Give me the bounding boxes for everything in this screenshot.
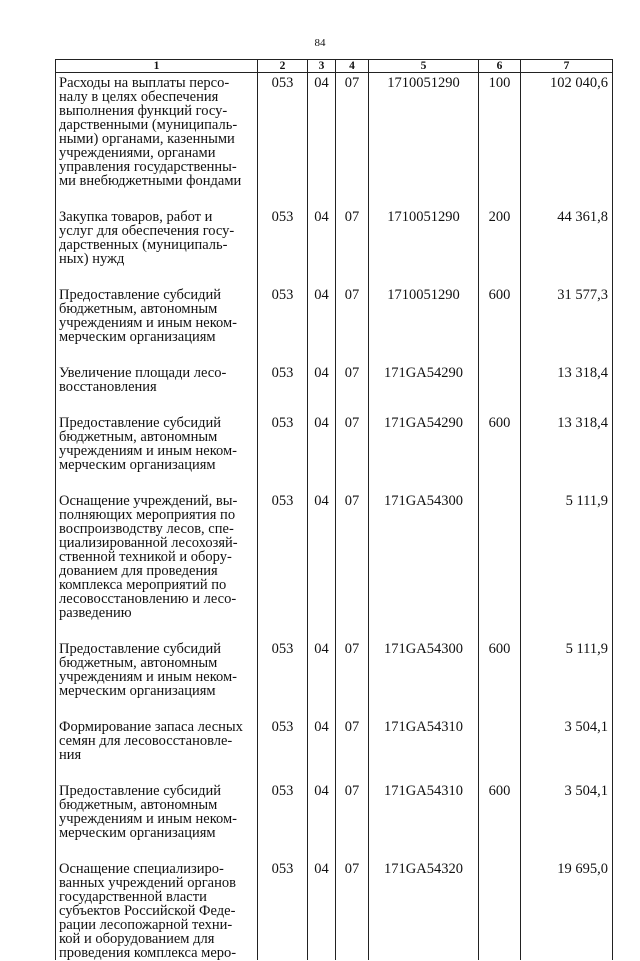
row-target-article-code: 1710051290 — [387, 287, 460, 303]
row-expense-type-code: 600 — [488, 287, 511, 303]
row-expense-type-code: 600 — [488, 641, 511, 657]
row-subsection-code: 07 — [344, 415, 360, 431]
table-row — [56, 840, 613, 960]
row-expense-type-code: 600 — [488, 415, 511, 431]
row-section-code: 04 — [314, 783, 329, 799]
column-header-7: 7 — [521, 60, 613, 73]
row-ministry-code: 053 — [271, 287, 294, 303]
row-ministry-code: 053 — [271, 641, 294, 657]
row-description: Формирование запаса лесных семян для лесовосстановле- ния — [59, 719, 243, 763]
row-description: Закупка товаров, работ и услуг для обеспечения госу- дарственных (муниципаль- ных) нужд — [59, 209, 235, 267]
row-target-article-code: 171GA54300 — [384, 493, 463, 509]
table-row — [56, 698, 613, 762]
row-section-code: 04 — [314, 861, 329, 877]
table-row — [56, 394, 613, 472]
row-ministry-code: 053 — [271, 719, 294, 735]
row-description: Предоставление субсидий бюджетным, автономным учреждениям и иным неком- мерческим организациям — [59, 641, 237, 699]
table-row — [56, 762, 613, 840]
row-ministry-code: 053 — [271, 209, 294, 225]
row-amount: 5 111,9 — [565, 641, 608, 657]
row-subsection-code: 07 — [344, 641, 360, 657]
table-row — [56, 472, 613, 620]
row-subsection-code: 07 — [344, 287, 360, 303]
row-target-article-code: 1710051290 — [387, 75, 460, 91]
row-ministry-code: 053 — [271, 493, 294, 509]
column-header-2: 2 — [258, 60, 308, 73]
header-row — [56, 60, 613, 73]
row-target-article-code: 171GA54320 — [384, 861, 463, 877]
row-expense-type-code: 100 — [488, 75, 511, 91]
page-number: 84 — [314, 37, 326, 49]
row-amount: 44 361,8 — [557, 209, 608, 225]
table-row — [56, 188, 613, 266]
row-section-code: 04 — [314, 415, 329, 431]
row-description: Предоставление субсидий бюджетным, автономным учреждениям и иным неком- мерческим организациям — [59, 783, 237, 841]
row-amount: 31 577,3 — [557, 287, 608, 303]
table-body — [56, 73, 613, 961]
row-subsection-code: 07 — [344, 365, 360, 381]
row-ministry-code: 053 — [271, 365, 294, 381]
column-header-5: 5 — [369, 60, 479, 73]
row-target-article-code: 171GA54310 — [384, 783, 463, 799]
row-amount: 13 318,4 — [557, 365, 608, 381]
row-expense-type-code: 600 — [488, 783, 511, 799]
row-section-code: 04 — [314, 719, 329, 735]
row-ministry-code: 053 — [271, 861, 294, 877]
row-ministry-code: 053 — [271, 75, 294, 91]
row-section-code: 04 — [314, 287, 329, 303]
row-section-code: 04 — [314, 209, 329, 225]
row-section-code: 04 — [314, 641, 329, 657]
table-row — [56, 344, 613, 394]
row-subsection-code: 07 — [344, 209, 360, 225]
row-ministry-code: 053 — [271, 783, 294, 799]
row-target-article-code: 171GA54310 — [384, 719, 463, 735]
row-subsection-code: 07 — [344, 75, 360, 91]
column-header-4: 4 — [336, 60, 369, 73]
column-header-3: 3 — [308, 60, 336, 73]
row-description: Предоставление субсидий бюджетным, автономным учреждениям и иным неком- мерческим организациям — [59, 415, 237, 473]
row-amount: 5 111,9 — [565, 493, 608, 509]
row-description: Предоставление субсидий бюджетным, автономным учреждениям и иным неком- мерческим организациям — [59, 287, 237, 345]
column-header-1: 1 — [56, 60, 258, 73]
row-section-code: 04 — [314, 75, 329, 91]
row-description: Увеличение площади лесо- восстановления — [59, 365, 227, 395]
row-target-article-code: 171GA54290 — [384, 415, 463, 431]
row-subsection-code: 07 — [344, 493, 360, 509]
row-description: Оснащение специализиро- ванных учреждений органов государственной власти субъектов Российской Феде- рации лесопожарной техни- кой и оборудованием для проведения комплекса меро- — [59, 861, 237, 961]
row-ministry-code: 053 — [271, 415, 294, 431]
row-target-article-code: 1710051290 — [387, 209, 460, 225]
row-description: Оснащение учреждений, вы- полняющих мероприятия по воспроизводству лесов, спе- циализированной лесохозяй- ственной техникой и обору- дованием для проведения комплекса мероприятий по лесовосстановлению и лесо- разведению — [59, 493, 238, 621]
row-amount: 13 318,4 — [557, 415, 608, 431]
row-section-code: 04 — [314, 365, 329, 381]
row-subsection-code: 07 — [344, 861, 360, 877]
row-description: Расходы на выплаты персо- налу в целях обеспечения выполнения функций госу- дарственными (муниципаль- ными) органами, казенными учреждениями, органами управления государственны- ми внебюджетными фондами — [59, 75, 242, 189]
row-amount: 3 504,1 — [564, 719, 608, 735]
table-row — [56, 73, 613, 189]
row-amount: 3 504,1 — [564, 783, 608, 799]
row-amount: 19 695,0 — [557, 861, 608, 877]
column-header-6: 6 — [479, 60, 521, 73]
row-expense-type-code: 200 — [488, 209, 511, 225]
table-row — [56, 266, 613, 344]
row-target-article-code: 171GA54290 — [384, 365, 463, 381]
row-target-article-code: 171GA54300 — [384, 641, 463, 657]
row-subsection-code: 07 — [344, 719, 360, 735]
budget-table — [55, 59, 613, 960]
row-section-code: 04 — [314, 493, 329, 509]
row-amount: 102 040,6 — [550, 75, 608, 91]
table-row — [56, 620, 613, 698]
row-subsection-code: 07 — [344, 783, 360, 799]
